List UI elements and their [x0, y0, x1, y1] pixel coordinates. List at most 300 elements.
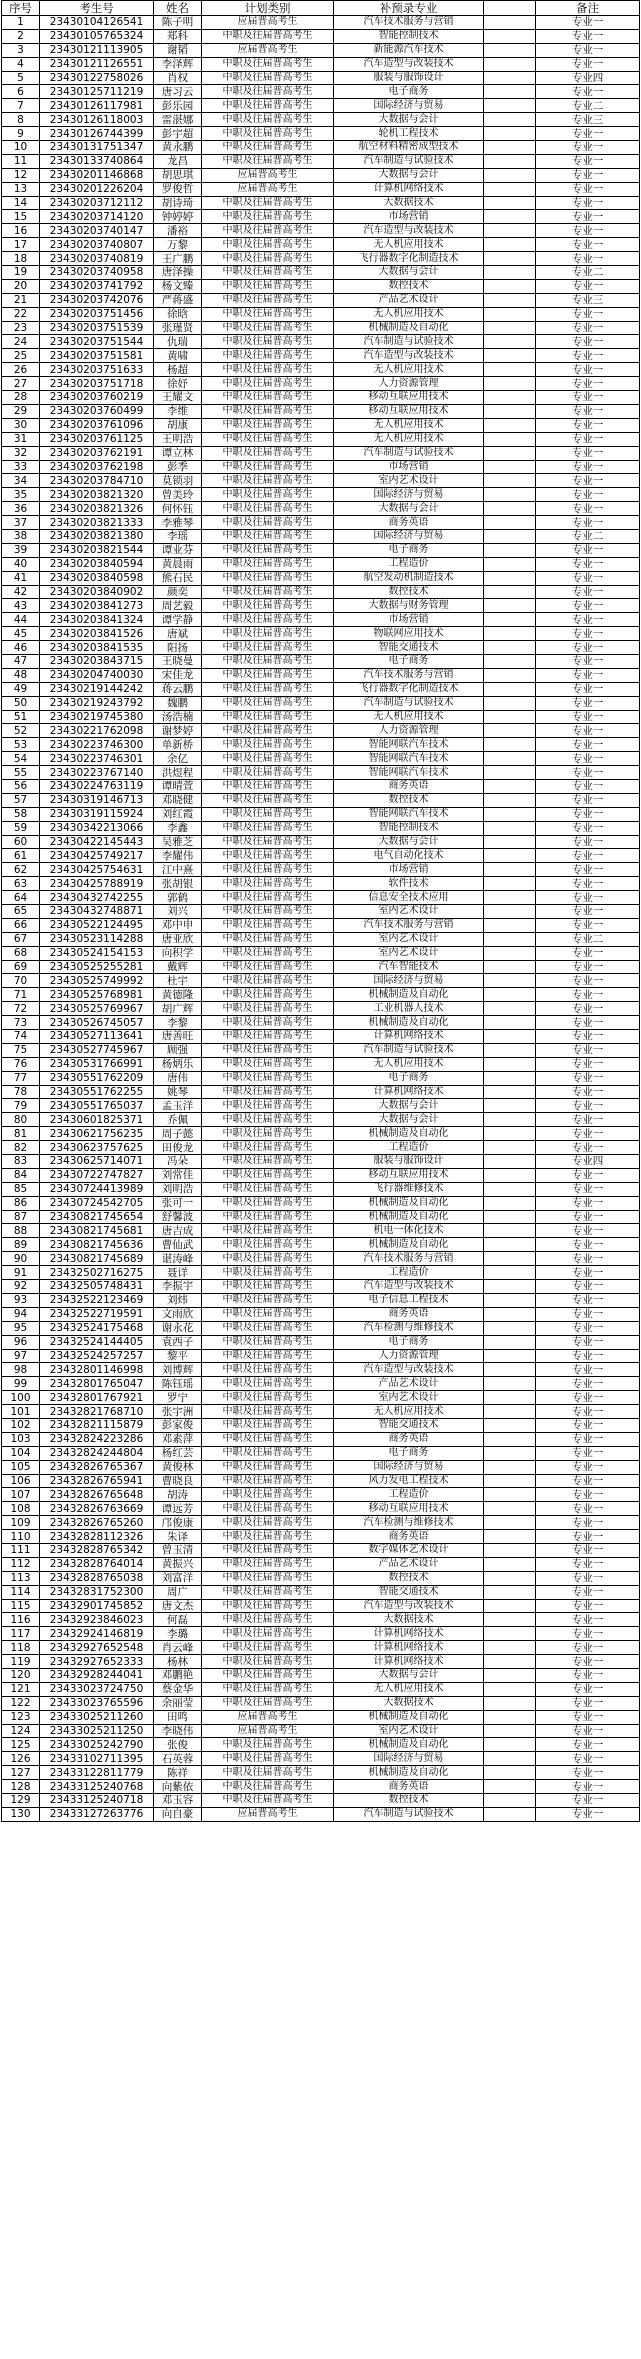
cell-seq: 20	[2, 279, 40, 293]
table-row	[2, 877, 640, 891]
cell-plan-category: 中职及往届普高考生	[202, 1738, 334, 1752]
table-row	[2, 404, 640, 418]
cell-plan-category: 中职及往届普高考生	[202, 238, 334, 252]
cell-plan-category: 中职及往届普高考生	[202, 738, 334, 752]
cell-major: 电子商务	[334, 1446, 484, 1460]
cell-empty	[484, 807, 536, 821]
cell-plan-category: 中职及往届普高考生	[202, 85, 334, 99]
cell-name: 刘兴	[154, 905, 202, 919]
table-row	[2, 543, 640, 557]
cell-exam-no: 23430203841324	[40, 613, 154, 627]
cell-empty	[484, 988, 536, 1002]
cell-seq: 88	[2, 1224, 40, 1238]
cell-exam-no: 23432826765941	[40, 1474, 154, 1488]
table-row	[2, 974, 640, 988]
table-row	[2, 1446, 640, 1460]
cell-seq: 1	[2, 16, 40, 30]
cell-plan-category: 中职及往届普高考生	[202, 1321, 334, 1335]
cell-name: 仇瑞	[154, 335, 202, 349]
cell-major: 数字媒体艺术设计	[334, 1543, 484, 1557]
cell-remark: 专业一	[536, 1085, 640, 1099]
cell-major: 汽车制造与试验技术	[334, 335, 484, 349]
cell-seq: 62	[2, 863, 40, 877]
cell-major: 机械制造及自动化	[334, 1738, 484, 1752]
cell-seq: 24	[2, 335, 40, 349]
cell-seq: 44	[2, 613, 40, 627]
cell-name: 徐晗	[154, 307, 202, 321]
cell-empty	[484, 682, 536, 696]
cell-seq: 50	[2, 696, 40, 710]
cell-major: 电子商务	[334, 543, 484, 557]
table-row	[2, 960, 640, 974]
cell-name: 李雅琴	[154, 516, 202, 530]
cell-remark: 专业二	[536, 99, 640, 113]
cell-empty	[484, 1127, 536, 1141]
table-row	[2, 835, 640, 849]
table-row	[2, 793, 640, 807]
cell-remark: 专业一	[536, 1252, 640, 1266]
cell-remark: 专业一	[536, 1766, 640, 1780]
cell-empty	[484, 1210, 536, 1224]
cell-remark: 专业三	[536, 113, 640, 127]
cell-empty	[484, 932, 536, 946]
cell-exam-no: 23433122811779	[40, 1766, 154, 1780]
cell-exam-no: 23430319115924	[40, 807, 154, 821]
cell-plan-category: 中职及往届普高考生	[202, 835, 334, 849]
cell-major: 无人机应用技术	[334, 432, 484, 446]
cell-remark: 专业一	[536, 946, 640, 960]
table-row	[2, 1335, 640, 1349]
cell-remark: 专业一	[536, 460, 640, 474]
cell-major: 飞行器维修技术	[334, 1182, 484, 1196]
cell-plan-category: 中职及往届普高考生	[202, 502, 334, 516]
cell-exam-no: 23430525768981	[40, 988, 154, 1002]
cell-seq: 121	[2, 1682, 40, 1696]
table-row	[2, 1113, 640, 1127]
cell-exam-no: 23430425788919	[40, 877, 154, 891]
table-row	[2, 1738, 640, 1752]
cell-major: 电子信息工程技术	[334, 1293, 484, 1307]
cell-major: 汽车技术服务与营销	[334, 918, 484, 932]
table-row	[2, 1391, 640, 1405]
cell-name: 袁西子	[154, 1335, 202, 1349]
cell-seq: 112	[2, 1557, 40, 1571]
cell-name: 单新桥	[154, 738, 202, 752]
cell-name: 汤浩楠	[154, 710, 202, 724]
cell-plan-category: 中职及往届普高考生	[202, 1682, 334, 1696]
cell-major: 室内艺术设计	[334, 932, 484, 946]
cell-remark: 专业一	[536, 418, 640, 432]
cell-plan-category: 应届普高考生	[202, 43, 334, 57]
cell-name: 黄永鹏	[154, 141, 202, 155]
cell-exam-no: 23430203843715	[40, 654, 154, 668]
cell-major: 汽车制造与试验技术	[334, 1043, 484, 1057]
cell-exam-no: 23430203740958	[40, 266, 154, 280]
cell-name: 张俊	[154, 1738, 202, 1752]
cell-seq: 15	[2, 210, 40, 224]
cell-exam-no: 23432524144405	[40, 1335, 154, 1349]
cell-seq: 77	[2, 1071, 40, 1085]
table-row	[2, 141, 640, 155]
cell-plan-category: 中职及往届普高考生	[202, 543, 334, 557]
cell-empty	[484, 613, 536, 627]
table-row	[2, 1557, 640, 1571]
cell-name: 谭学静	[154, 613, 202, 627]
cell-name: 唐文杰	[154, 1599, 202, 1613]
cell-seq: 7	[2, 99, 40, 113]
cell-exam-no: 23433025211250	[40, 1724, 154, 1738]
cell-name: 徐妤	[154, 377, 202, 391]
cell-major: 汽车技术服务与营销	[334, 668, 484, 682]
cell-remark: 专业一	[536, 557, 640, 571]
cell-seq: 42	[2, 585, 40, 599]
cell-major: 市场营销	[334, 613, 484, 627]
cell-plan-category: 中职及往届普高考生	[202, 57, 334, 71]
cell-exam-no: 23430621756235	[40, 1127, 154, 1141]
cell-empty	[484, 1696, 536, 1710]
cell-seq: 26	[2, 363, 40, 377]
cell-exam-no: 23430203762198	[40, 460, 154, 474]
cell-exam-no: 23432522123469	[40, 1293, 154, 1307]
cell-exam-no: 23430104126541	[40, 16, 154, 30]
cell-empty	[484, 1446, 536, 1460]
cell-seq: 53	[2, 738, 40, 752]
table-row	[2, 432, 640, 446]
cell-exam-no: 23430125711219	[40, 85, 154, 99]
cell-exam-no: 23432801146998	[40, 1363, 154, 1377]
cell-exam-no: 23430126118003	[40, 113, 154, 127]
cell-plan-category: 中职及往届普高考生	[202, 1530, 334, 1544]
cell-major: 软件技术	[334, 877, 484, 891]
cell-empty	[484, 266, 536, 280]
cell-exam-no: 23430527113641	[40, 1030, 154, 1044]
cell-empty	[484, 724, 536, 738]
cell-name: 唐吉成	[154, 1224, 202, 1238]
table-row	[2, 1641, 640, 1655]
cell-seq: 71	[2, 988, 40, 1002]
cell-empty	[484, 1030, 536, 1044]
cell-exam-no: 23433023724750	[40, 1682, 154, 1696]
cell-plan-category: 中职及往届普高考生	[202, 821, 334, 835]
cell-remark: 专业一	[536, 849, 640, 863]
cell-plan-category: 中职及往届普高考生	[202, 766, 334, 780]
cell-seq: 38	[2, 529, 40, 543]
cell-exam-no: 23430121113905	[40, 43, 154, 57]
cell-remark: 专业一	[536, 1002, 640, 1016]
cell-remark: 专业一	[536, 474, 640, 488]
cell-seq: 111	[2, 1543, 40, 1557]
cell-seq: 6	[2, 85, 40, 99]
cell-major: 电气自动化技术	[334, 849, 484, 863]
cell-seq: 79	[2, 1099, 40, 1113]
cell-name: 彭季	[154, 460, 202, 474]
cell-exam-no: 23430204740030	[40, 668, 154, 682]
cell-name: 曾玉清	[154, 1543, 202, 1557]
cell-name: 谭业芬	[154, 543, 202, 557]
table-row	[2, 724, 640, 738]
cell-plan-category: 中职及往届普高考生	[202, 1155, 334, 1169]
cell-exam-no: 23430223746300	[40, 738, 154, 752]
cell-exam-no: 23430203821326	[40, 502, 154, 516]
cell-major: 大数据技术	[334, 1696, 484, 1710]
cell-remark: 专业一	[536, 641, 640, 655]
cell-seq: 61	[2, 849, 40, 863]
table-row	[2, 43, 640, 57]
cell-seq: 10	[2, 141, 40, 155]
cell-major: 大数据与会计	[334, 266, 484, 280]
cell-name: 周艺毅	[154, 599, 202, 613]
cell-seq: 80	[2, 1113, 40, 1127]
cell-plan-category: 中职及往届普高考生	[202, 293, 334, 307]
cell-remark: 专业一	[536, 599, 640, 613]
table-row	[2, 1530, 640, 1544]
table-row	[2, 682, 640, 696]
cell-plan-category: 中职及往届普高考生	[202, 1113, 334, 1127]
cell-plan-category: 中职及往届普高考生	[202, 1002, 334, 1016]
cell-plan-category: 中职及往届普高考生	[202, 1349, 334, 1363]
cell-remark: 专业一	[536, 432, 640, 446]
cell-empty	[484, 1349, 536, 1363]
cell-seq: 91	[2, 1266, 40, 1280]
cell-seq: 55	[2, 766, 40, 780]
cell-remark: 专业一	[536, 1363, 640, 1377]
cell-empty	[484, 766, 536, 780]
cell-plan-category: 中职及往届普高考生	[202, 946, 334, 960]
cell-name: 唐伟	[154, 1071, 202, 1085]
cell-seq: 40	[2, 557, 40, 571]
cell-exam-no: 23432831752300	[40, 1585, 154, 1599]
cell-exam-no: 23433023765596	[40, 1696, 154, 1710]
cell-empty	[484, 960, 536, 974]
cell-name: 彭乐园	[154, 99, 202, 113]
cell-plan-category: 中职及往届普高考生	[202, 613, 334, 627]
cell-seq: 21	[2, 293, 40, 307]
cell-seq: 22	[2, 307, 40, 321]
cell-name: 刘博辉	[154, 1363, 202, 1377]
cell-empty	[484, 210, 536, 224]
cell-name: 李耀伟	[154, 849, 202, 863]
cell-name: 邓鹏艳	[154, 1668, 202, 1682]
cell-empty	[484, 1488, 536, 1502]
cell-name: 阳扬	[154, 641, 202, 655]
cell-remark: 专业一	[536, 210, 640, 224]
cell-name: 张宇洲	[154, 1405, 202, 1419]
cell-empty	[484, 1710, 536, 1724]
cell-remark: 专业一	[536, 571, 640, 585]
cell-name: 何怀钰	[154, 502, 202, 516]
cell-name: 唐善旺	[154, 1030, 202, 1044]
cell-empty	[484, 1155, 536, 1169]
table-row	[2, 1085, 640, 1099]
cell-name: 莫锁羽	[154, 474, 202, 488]
cell-remark: 专业一	[536, 85, 640, 99]
table-row	[2, 1585, 640, 1599]
cell-major: 国际经济与贸易	[334, 1752, 484, 1766]
table-row	[2, 752, 640, 766]
table-row	[2, 1363, 640, 1377]
cell-empty	[484, 16, 536, 30]
cell-seq: 33	[2, 460, 40, 474]
cell-remark: 专业一	[536, 1557, 640, 1571]
cell-remark: 专业一	[536, 224, 640, 238]
cell-exam-no: 23430821745636	[40, 1238, 154, 1252]
table-row	[2, 1655, 640, 1669]
cell-name: 谢梦婷	[154, 724, 202, 738]
cell-name: 唐斌	[154, 627, 202, 641]
cell-exam-no: 23432826765648	[40, 1488, 154, 1502]
cell-name: 顾强	[154, 1043, 202, 1057]
cell-remark: 专业一	[536, 1030, 640, 1044]
cell-empty	[484, 1266, 536, 1280]
table-row	[2, 710, 640, 724]
cell-remark: 专业一	[536, 1113, 640, 1127]
cell-name: 冯朵	[154, 1155, 202, 1169]
cell-seq: 48	[2, 668, 40, 682]
cell-remark: 专业一	[536, 1682, 640, 1696]
cell-seq: 72	[2, 1002, 40, 1016]
cell-remark: 专业二	[536, 932, 640, 946]
cell-plan-category: 中职及往届普高考生	[202, 1280, 334, 1294]
cell-seq: 87	[2, 1210, 40, 1224]
cell-name: 田鸣	[154, 1710, 202, 1724]
cell-empty	[484, 585, 536, 599]
cell-major: 电子商务	[334, 1071, 484, 1085]
cell-exam-no: 23430601825371	[40, 1113, 154, 1127]
cell-major: 服装与服饰设计	[334, 71, 484, 85]
cell-name: 宋佳龙	[154, 668, 202, 682]
table-row	[2, 210, 640, 224]
cell-remark: 专业一	[536, 821, 640, 835]
cell-remark: 专业一	[536, 141, 640, 155]
table-row	[2, 1766, 640, 1780]
cell-seq: 109	[2, 1516, 40, 1530]
cell-remark: 专业一	[536, 1349, 640, 1363]
cell-plan-category: 中职及往届普高考生	[202, 446, 334, 460]
table-row	[2, 238, 640, 252]
cell-seq: 16	[2, 224, 40, 238]
cell-seq: 99	[2, 1377, 40, 1391]
cell-name: 唐亚欣	[154, 932, 202, 946]
table-row	[2, 1168, 640, 1182]
cell-empty	[484, 349, 536, 363]
cell-exam-no: 23430219243792	[40, 696, 154, 710]
cell-exam-no: 23432522719591	[40, 1307, 154, 1321]
cell-plan-category: 中职及往届普高考生	[202, 1224, 334, 1238]
cell-plan-category: 中职及往届普高考生	[202, 1057, 334, 1071]
cell-plan-category: 中职及往届普高考生	[202, 349, 334, 363]
cell-major: 移动互联应用技术	[334, 404, 484, 418]
cell-major: 商务英语	[334, 1307, 484, 1321]
cell-empty	[484, 1530, 536, 1544]
cell-seq: 81	[2, 1127, 40, 1141]
cell-empty	[484, 57, 536, 71]
cell-plan-category: 中职及往届普高考生	[202, 1168, 334, 1182]
cell-empty	[484, 1766, 536, 1780]
cell-exam-no: 23430203840594	[40, 557, 154, 571]
cell-plan-category: 中职及往届普高考生	[202, 849, 334, 863]
cell-empty	[484, 1293, 536, 1307]
table-row	[2, 279, 640, 293]
cell-exam-no: 23430203841535	[40, 641, 154, 655]
cell-exam-no: 23430203751718	[40, 377, 154, 391]
cell-name: 胡广辉	[154, 1002, 202, 1016]
cell-major: 航空发动机制造技术	[334, 571, 484, 585]
cell-plan-category: 应届普高考生	[202, 182, 334, 196]
cell-name: 郭鹤	[154, 891, 202, 905]
cell-remark: 专业一	[536, 43, 640, 57]
cell-exam-no: 23432801765047	[40, 1377, 154, 1391]
cell-plan-category: 中职及往届普高考生	[202, 1668, 334, 1682]
table-row	[2, 321, 640, 335]
cell-major: 汽车制造与试验技术	[334, 1807, 484, 1821]
cell-name: 黄振兴	[154, 1557, 202, 1571]
cell-plan-category: 中职及往届普高考生	[202, 654, 334, 668]
cell-plan-category: 应届普高考生	[202, 1710, 334, 1724]
cell-empty	[484, 571, 536, 585]
cell-exam-no: 23430203740147	[40, 224, 154, 238]
cell-major: 机械制造及自动化	[334, 1127, 484, 1141]
table-row	[2, 571, 640, 585]
header-row	[2, 1, 640, 16]
cell-remark: 专业一	[536, 1280, 640, 1294]
cell-major: 工程造价	[334, 1266, 484, 1280]
cell-empty	[484, 557, 536, 571]
cell-exam-no: 23432826763669	[40, 1502, 154, 1516]
cell-remark: 专业一	[536, 488, 640, 502]
table-header	[2, 1, 640, 16]
table-row	[2, 1252, 640, 1266]
cell-seq: 74	[2, 1030, 40, 1044]
cell-empty	[484, 460, 536, 474]
cell-major: 国际经济与贸易	[334, 488, 484, 502]
cell-empty	[484, 238, 536, 252]
cell-plan-category: 中职及往届普高考生	[202, 1196, 334, 1210]
cell-exam-no: 23430223746301	[40, 752, 154, 766]
cell-plan-category: 中职及往届普高考生	[202, 1752, 334, 1766]
cell-seq: 41	[2, 571, 40, 585]
cell-major: 机械制造及自动化	[334, 1238, 484, 1252]
cell-name: 谌涛峰	[154, 1252, 202, 1266]
cell-seq: 110	[2, 1530, 40, 1544]
cell-seq: 36	[2, 502, 40, 516]
table-row	[2, 988, 640, 1002]
cell-plan-category: 中职及往届普高考生	[202, 1696, 334, 1710]
cell-name: 万黎	[154, 238, 202, 252]
cell-seq: 127	[2, 1766, 40, 1780]
cell-remark: 专业一	[536, 1530, 640, 1544]
table-row	[2, 335, 640, 349]
table-row	[2, 1668, 640, 1682]
cell-exam-no: 23432824223286	[40, 1432, 154, 1446]
cell-remark: 专业四	[536, 1155, 640, 1169]
cell-seq: 100	[2, 1391, 40, 1405]
cell-exam-no: 23430425754631	[40, 863, 154, 877]
table-row	[2, 1099, 640, 1113]
cell-empty	[484, 1557, 536, 1571]
cell-exam-no: 23430126117981	[40, 99, 154, 113]
cell-remark: 专业一	[536, 252, 640, 266]
cell-empty	[484, 502, 536, 516]
cell-name: 朱译	[154, 1530, 202, 1544]
cell-seq: 3	[2, 43, 40, 57]
cell-seq: 70	[2, 974, 40, 988]
cell-remark: 专业一	[536, 1710, 640, 1724]
cell-seq: 122	[2, 1696, 40, 1710]
table-row	[2, 1543, 640, 1557]
cell-seq: 116	[2, 1613, 40, 1627]
cell-empty	[484, 1307, 536, 1321]
table-row	[2, 1710, 640, 1724]
